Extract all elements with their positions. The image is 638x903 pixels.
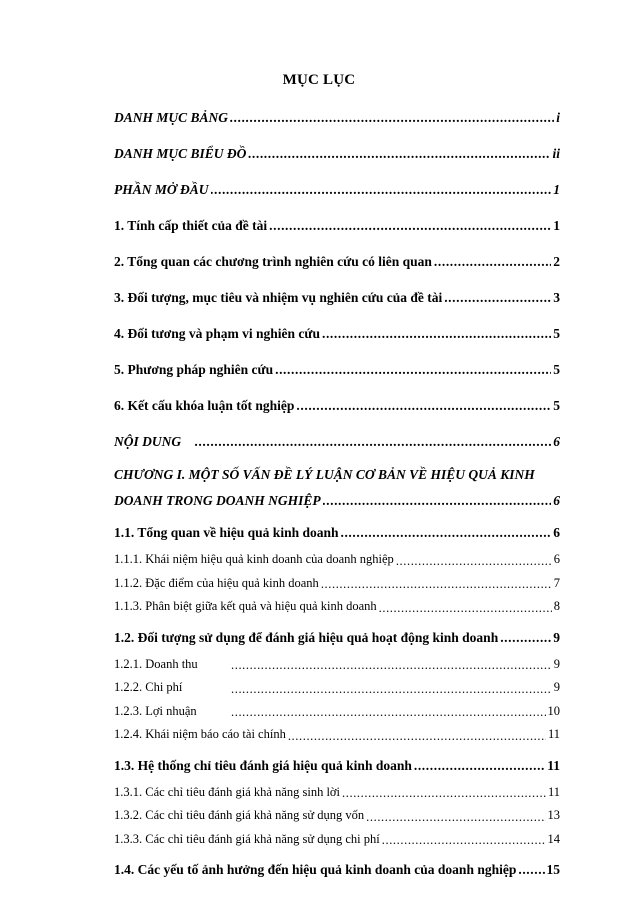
toc-entry-label: 1.2.3. Lợi nhuận: [114, 703, 197, 718]
toc-entry-section-1-3[interactable]: [114, 751, 560, 781]
toc-entry-page: 6: [553, 434, 560, 449]
toc-entry-label: NỘI DUNG: [114, 434, 182, 449]
toc-entry-section-1-1[interactable]: [114, 518, 560, 548]
toc-entry-label: DANH MỤC BIỂU ĐỒ: [114, 146, 247, 161]
toc-entry-intro-6[interactable]: [114, 388, 560, 424]
toc-entry-page: 3: [553, 290, 560, 305]
toc-entry-intro-4[interactable]: [114, 316, 560, 352]
toc-entry-page: 1: [553, 182, 560, 197]
dot-leader: [414, 756, 545, 776]
table-of-contents: [114, 100, 560, 885]
toc-entry-danh-muc-bang[interactable]: [114, 100, 560, 136]
dot-leader: [269, 216, 551, 236]
toc-entry-sub-1-2-3[interactable]: [114, 700, 560, 724]
toc-entry-danh-muc-bieu-do[interactable]: [114, 136, 560, 172]
toc-entry-label: 6. Kết cấu khóa luận tốt nghiệp: [114, 398, 295, 413]
dot-leader: [288, 725, 546, 745]
toc-entry-label: 5. Phương pháp nghiên cứu: [114, 362, 274, 377]
toc-entry-sub-1-1-3[interactable]: [114, 595, 560, 619]
toc-entry-page: 11: [547, 727, 560, 742]
toc-entry-page: 7: [553, 575, 560, 590]
toc-entry-sub-1-3-3[interactable]: [114, 828, 560, 852]
page-title: MỤC LỤC: [282, 72, 356, 88]
toc-entry-label: 1.3.3. Các chỉ tiêu đánh giá khả năng sử dụng chi phí: [114, 831, 380, 846]
toc-entry-sub-1-1-2[interactable]: [114, 572, 560, 596]
toc-entry-intro-2[interactable]: [114, 244, 560, 280]
toc-entry-phan-mo-dau[interactable]: [114, 172, 560, 208]
dot-leader: [296, 396, 551, 416]
dot-leader: [321, 573, 552, 593]
toc-entry-page: 6: [553, 552, 560, 567]
toc-entry-label: 1.4. Các yếu tố ảnh hưởng đến hiệu quả kinh doanh của doanh nghiệp: [114, 862, 517, 877]
dot-leader: [211, 180, 552, 200]
toc-entry-label: DANH MỤC BẢNG: [114, 110, 229, 125]
toc-entry-label: 1. Tính cấp thiết của đề tài: [114, 218, 268, 233]
dot-leader: [382, 829, 546, 849]
toc-entry-label: 1.1.2. Đặc điểm của hiệu quả kinh doanh: [114, 575, 319, 590]
dot-leader: [231, 654, 552, 674]
toc-entry-page: 9: [553, 680, 560, 695]
dot-leader: [434, 252, 551, 272]
dot-leader: [444, 288, 551, 308]
toc-entry-label: 1.1. Tổng quan về hiệu quả kinh doanh: [114, 525, 339, 540]
dot-leader: [340, 523, 551, 543]
dot-leader: [322, 324, 551, 344]
toc-entry-page: 9: [553, 629, 560, 645]
toc-entry-label: 1.1.1. Khái niệm hiệu quả kinh doanh của doanh nghiệp: [114, 552, 394, 567]
dot-leader: [500, 628, 551, 648]
toc-entry-label: 2. Tổng quan các chương trình nghiên cứu có liên quan: [114, 254, 432, 269]
toc-entry-label: 1.1.3. Phân biệt giữa kết quả và hiệu quả kinh doanh: [114, 599, 377, 614]
toc-entry-sub-1-2-2[interactable]: [114, 676, 560, 700]
toc-entry-label: 1.2.2. Chi phí: [114, 680, 183, 695]
toc-entry-label: PHẦN MỞ ĐẦU: [114, 182, 209, 197]
toc-entry-page: i: [556, 110, 560, 125]
toc-entry-page: 6: [553, 493, 560, 508]
toc-entry-label: 4. Đối tương và phạm vi nghiên cứu: [114, 326, 320, 341]
toc-entry-page: 5: [553, 362, 560, 377]
toc-entry-page: 10: [547, 703, 560, 718]
toc-entry-page: ii: [552, 146, 560, 161]
toc-entry-sub-1-3-2[interactable]: [114, 804, 560, 828]
dot-leader: [342, 782, 546, 802]
toc-entry-page: 5: [553, 398, 560, 413]
toc-entry-page: 1: [553, 218, 560, 233]
toc-entry-label: 1.2. Đối tượng sử dụng để đánh giá hiệu quả hoạt động kinh doanh: [114, 629, 499, 645]
dot-leader: [379, 597, 552, 617]
dot-leader: [396, 550, 552, 570]
toc-entry-intro-3[interactable]: [114, 280, 560, 316]
toc-entry-page: 14: [547, 831, 560, 846]
toc-entry-page: 15: [546, 862, 560, 877]
toc-entry-page: 5: [553, 326, 560, 341]
chapter-title-line2-row: [114, 488, 560, 514]
toc-entry-section-1-2[interactable]: [114, 623, 560, 653]
toc-entry-label: 1.2.4. Khái niệm báo cáo tài chính: [114, 727, 286, 742]
dot-leader: [230, 108, 554, 128]
toc-entry-label: 1.3.2. Các chỉ tiêu đánh giá khả năng sử dụng vốn: [114, 808, 365, 823]
toc-entry-section-1-4[interactable]: [114, 855, 560, 885]
toc-entry-page: 2: [553, 254, 560, 269]
dot-leader: [195, 432, 551, 452]
toc-entry-page: 9: [553, 656, 560, 671]
toc-entry-noi-dung[interactable]: [114, 424, 560, 460]
toc-entry-sub-1-2-4[interactable]: [114, 723, 560, 747]
toc-entry-label: 3. Đối tượng, mục tiêu và nhiệm vụ nghiên cứu của đề tài: [114, 290, 443, 305]
toc-entry-page: 6: [553, 525, 560, 540]
dot-leader: [275, 360, 551, 380]
toc-entry-page: 11: [547, 784, 560, 799]
toc-entry-page: 13: [547, 808, 560, 823]
dot-leader: [231, 701, 546, 721]
toc-entry-sub-1-2-1[interactable]: [114, 653, 560, 677]
toc-entry-sub-1-1-1[interactable]: [114, 548, 560, 572]
toc-entry-chapter-1[interactable]: [114, 462, 560, 514]
toc-entry-label: 1.2.1. Doanh thu: [114, 656, 198, 671]
toc-entry-page: 8: [553, 599, 560, 614]
toc-entry-intro-1[interactable]: [114, 208, 560, 244]
chapter-title-line2: DOANH TRONG DOANH NGHIỆP: [114, 493, 321, 508]
toc-entry-page: 11: [547, 757, 560, 773]
dot-leader: [231, 678, 552, 698]
dot-leader: [248, 144, 550, 164]
dot-leader: [323, 488, 552, 508]
dot-leader: [366, 806, 545, 826]
toc-entry-intro-5[interactable]: [114, 352, 560, 388]
toc-entry-sub-1-3-1[interactable]: [114, 781, 560, 805]
toc-entry-label: 1.3.1. Các chỉ tiêu đánh giá khả năng sinh lời: [114, 784, 341, 799]
toc-entry-label: 1.3. Hệ thống chỉ tiêu đánh giá hiệu quả kinh doanh: [114, 757, 412, 773]
dot-leader: [518, 860, 544, 880]
chapter-title-line1: CHƯƠNG I. MỘT SỐ VẤN ĐỀ LÝ LUẬN CƠ BẢN VỀ HIỆU QUẢ KINH: [114, 467, 535, 482]
